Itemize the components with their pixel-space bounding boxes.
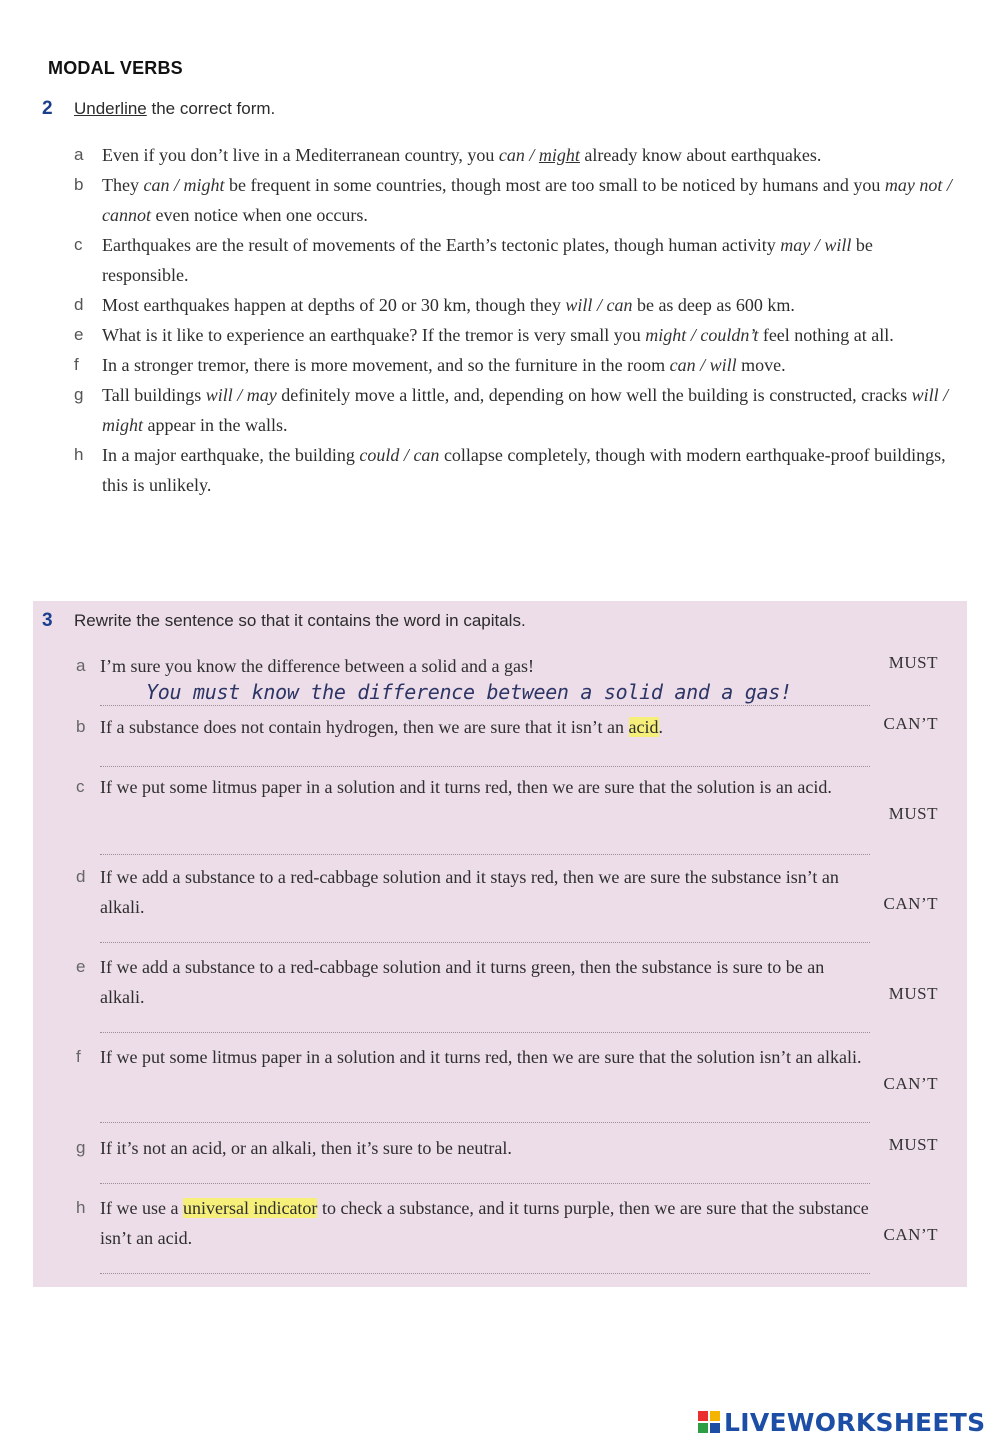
option-may-not[interactable]: may not	[884, 175, 943, 195]
option-can[interactable]: can	[606, 295, 633, 315]
item-letter: h	[74, 445, 84, 464]
option-separator: /	[810, 235, 825, 255]
item-text: Earthquakes are the result of movements of the Earth’s tectonic plates, though human activity	[102, 235, 781, 255]
logo-squares-icon	[698, 1411, 720, 1433]
item-text: Even if you don’t live in a Mediterranean country, you	[102, 145, 499, 165]
question-f	[76, 1042, 946, 1093]
option-separator: /	[942, 175, 952, 195]
list-item	[74, 350, 954, 380]
list-item	[74, 440, 954, 500]
option-will[interactable]: will	[565, 295, 593, 315]
sentence-text: to check a substance, and it turns purple, then we are sure that the substance isn’t an acid.	[100, 1198, 869, 1248]
item-text: definitely move a little, and, depending on how well the building is constructed, cracks	[276, 385, 912, 405]
question-letter: g	[76, 1138, 86, 1157]
question-letter: f	[76, 1047, 81, 1066]
item-letter: c	[74, 235, 83, 254]
option-cannot[interactable]: cannot	[102, 205, 151, 225]
capital-word: MUST	[888, 1135, 938, 1154]
item-text: appear in the walls.	[143, 415, 288, 435]
option-will[interactable]: will	[205, 385, 233, 405]
sentence-text: If we add a substance to a red-cabbage solution and it stays red, then we are sure the substance isn’t an alkali.	[100, 867, 839, 917]
exercise-number: 2	[42, 98, 53, 119]
question-c	[76, 772, 946, 823]
option-separator: /	[695, 355, 710, 375]
sentence-text: If we put some litmus paper in a solution and it turns red, then we are sure that the solution isn’t an alkali.	[100, 1047, 862, 1067]
exercise-2-list	[74, 140, 954, 500]
logo-square	[698, 1423, 708, 1433]
list-item	[74, 320, 954, 350]
logo-square	[710, 1423, 720, 1433]
question-letter: e	[76, 957, 86, 976]
instruction-text: Rewrite the sentence so that it contains the word in capitals.	[74, 611, 526, 630]
exercise-2-heading	[42, 98, 275, 120]
answer-line[interactable]	[100, 1032, 870, 1033]
option-might[interactable]: might	[102, 415, 144, 435]
sentence-text: If we put some litmus paper in a solution and it turns red, then we are sure that the solution is an acid.	[100, 777, 832, 797]
item-text: be as deep as 600 km.	[632, 295, 795, 315]
option-separator: /	[592, 295, 607, 315]
capital-word: MUST	[888, 653, 938, 672]
option-might[interactable]: might	[645, 325, 687, 345]
item-text: already know about earthquakes.	[579, 145, 822, 165]
option-will[interactable]: will	[709, 355, 737, 375]
option-can[interactable]: can	[669, 355, 696, 375]
sentence-text: If we add a substance to a red-cabbage solution and it turns green, then the substance is sure to be an alkali.	[100, 957, 825, 1007]
option-will[interactable]: will	[911, 385, 939, 405]
option-separator: /	[399, 445, 414, 465]
item-text: be responsible.	[102, 235, 873, 285]
capital-word: MUST	[888, 804, 938, 823]
answer-line[interactable]	[100, 942, 870, 943]
question-text	[76, 1193, 870, 1253]
question-e	[76, 952, 946, 1012]
option-separator: /	[169, 175, 184, 195]
capital-word: MUST	[888, 984, 938, 1003]
question-text	[76, 772, 870, 802]
capital-word: CAN’T	[883, 714, 938, 733]
answer-line[interactable]	[100, 705, 870, 706]
answer-line[interactable]	[100, 1122, 870, 1123]
question-a	[76, 651, 946, 681]
question-text	[76, 651, 870, 681]
option-will[interactable]: will	[824, 235, 852, 255]
answer-line[interactable]	[100, 1183, 870, 1184]
sentence-text: If it’s not an acid, or an alkali, then it’s sure to be neutral.	[100, 1138, 512, 1158]
question-letter: b	[76, 717, 86, 736]
list-item	[74, 380, 954, 440]
item-text: even notice when one occurs.	[151, 205, 368, 225]
option-can[interactable]: can	[413, 445, 440, 465]
logo-square	[710, 1411, 720, 1421]
question-letter: d	[76, 867, 86, 886]
question-g	[76, 1133, 946, 1163]
item-text: In a major earthquake, the building	[102, 445, 360, 465]
item-text: What is it like to experience an earthquake? If the tremor is very small you	[102, 325, 646, 345]
question-text	[76, 862, 870, 922]
item-text: be frequent in some countries, though most are too small to be noticed by humans and you	[224, 175, 885, 195]
highlighted-word: universal indicator	[182, 1198, 318, 1218]
instruction-text: the correct form.	[146, 99, 276, 118]
list-item	[74, 230, 954, 290]
option-separator: /	[232, 385, 247, 405]
item-text: move.	[736, 355, 786, 375]
option-couldnt[interactable]: couldn’t	[700, 325, 759, 345]
item-letter: d	[74, 295, 84, 314]
list-item	[74, 140, 954, 170]
option-can[interactable]: can	[498, 145, 525, 165]
list-item	[74, 290, 954, 320]
question-text	[76, 1133, 870, 1163]
item-letter: g	[74, 385, 84, 404]
capital-word: CAN’T	[883, 894, 938, 913]
item-text: collapse completely, though with modern earthquake-proof buildings, this is unlikely.	[102, 445, 946, 495]
option-could[interactable]: could	[359, 445, 400, 465]
list-item	[74, 170, 954, 230]
item-text: feel nothing at all.	[758, 325, 894, 345]
item-letter: e	[74, 325, 84, 344]
option-may[interactable]: may	[246, 385, 277, 405]
sentence-text: If a substance does not contain hydrogen, then we are sure that it isn’t an	[100, 717, 629, 737]
logo-text: LIVEWORKSHEETS	[724, 1407, 986, 1437]
option-separator: /	[686, 325, 701, 345]
logo-square	[698, 1411, 708, 1421]
question-text	[76, 712, 870, 742]
liveworksheets-logo	[698, 1408, 985, 1436]
option-separator: /	[524, 145, 539, 165]
exercise-number: 3	[42, 610, 53, 631]
sentence-text: .	[658, 717, 663, 737]
option-can[interactable]: can	[143, 175, 170, 195]
option-might[interactable]: might	[538, 145, 580, 165]
answer-line[interactable]	[100, 854, 870, 855]
sentence-text: I’m sure you know the difference between a solid and a gas!	[100, 656, 535, 676]
capital-word: CAN’T	[883, 1225, 938, 1244]
capital-word: CAN’T	[883, 1074, 938, 1093]
item-text: In a stronger tremor, there is more movement, and so the furniture in the room	[102, 355, 670, 375]
page-title: MODAL VERBS	[48, 58, 183, 78]
question-h	[76, 1193, 946, 1253]
handwritten-answer[interactable]: You must know the difference between a solid and a gas!	[146, 680, 792, 704]
item-letter: a	[74, 145, 84, 164]
option-may[interactable]: may	[780, 235, 811, 255]
answer-line[interactable]	[100, 766, 870, 767]
question-text	[76, 1042, 870, 1072]
question-letter: h	[76, 1198, 86, 1217]
highlighted-word: acid	[628, 717, 659, 737]
question-b	[76, 712, 946, 742]
instruction-underline-word: Underline	[74, 99, 147, 118]
item-letter: f	[74, 355, 79, 374]
item-text: Tall buildings	[102, 385, 206, 405]
sentence-text: If we use a	[100, 1198, 183, 1218]
option-might[interactable]: might	[183, 175, 225, 195]
question-letter: c	[76, 777, 85, 796]
exercise-3-heading	[42, 610, 526, 632]
question-text	[76, 952, 870, 1012]
question-letter: a	[76, 656, 86, 675]
option-separator: /	[938, 385, 949, 405]
item-text: Most earthquakes happen at depths of 20 or 30 km, though they	[102, 295, 566, 315]
item-text: They	[102, 175, 144, 195]
question-d	[76, 862, 946, 922]
answer-line[interactable]	[100, 1273, 870, 1274]
item-letter: b	[74, 175, 84, 194]
